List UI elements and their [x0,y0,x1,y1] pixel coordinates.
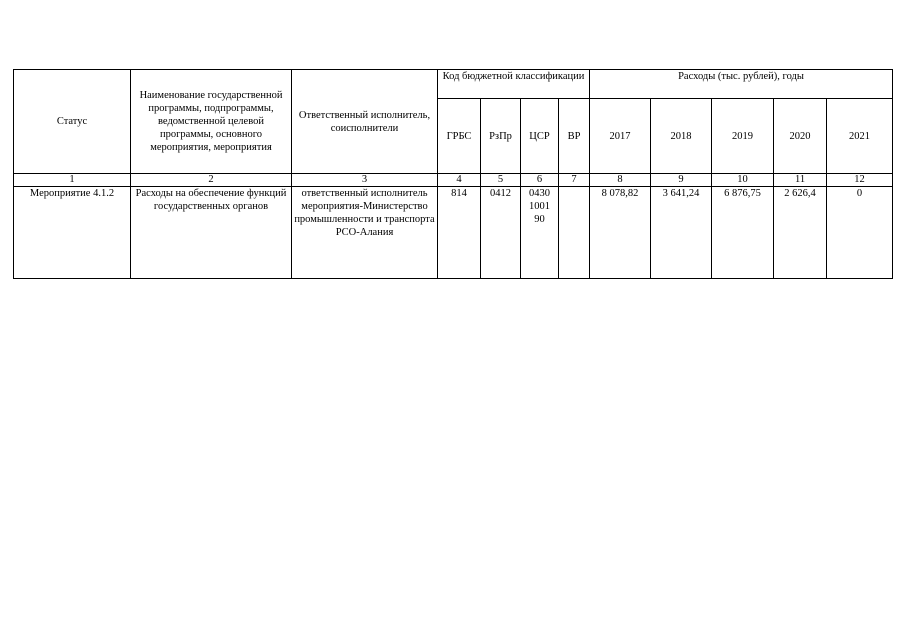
row-value-2021: 0 [827,187,893,279]
budget-table [13,69,893,279]
column-number: 11 [774,174,827,187]
header-year-2019: 2019 [712,99,774,174]
column-number: 4 [438,174,481,187]
row-status: Мероприятие 4.1.2 [14,187,131,279]
header-row-top [14,70,893,99]
column-number-row [14,174,893,187]
header-budget-code: Код бюджетной классификации [438,70,590,99]
column-number: 10 [712,174,774,187]
header-program-name: Наименование государственной программы, подпрограммы, ведомственной целевой программы, основного мероприятия, мероприятия [131,70,292,174]
header-year-2021: 2021 [827,99,893,174]
header-year-2018: 2018 [651,99,712,174]
row-value-2018: 3 641,24 [651,187,712,279]
column-number: 1 [14,174,131,187]
header-year-2020: 2020 [774,99,827,174]
header-expenses: Расходы (тыс. рублей), годы [590,70,893,99]
row-value-2020: 2 626,4 [774,187,827,279]
row-csr-line: 0430 [529,188,550,199]
column-number: 7 [559,174,590,187]
header-code-grbs: ГРБС [438,99,481,174]
column-number: 2 [131,174,292,187]
column-number: 6 [521,174,559,187]
header-year-2017: 2017 [590,99,651,174]
row-program-name: Расходы на обеспечение функций государственных органов [131,187,292,279]
row-csr [521,187,559,279]
row-executor: ответственный исполнитель мероприятия-Министерство промышленности и транспорта РСО-Алания [292,187,438,279]
header-code-rzpr: РзПр [481,99,521,174]
header-code-csr: ЦСР [521,99,559,174]
column-number: 3 [292,174,438,187]
table-row [14,187,893,279]
header-status: Статус [14,70,131,174]
column-number: 12 [827,174,893,187]
column-number: 5 [481,174,521,187]
row-value-2017: 8 078,82 [590,187,651,279]
row-vr [559,187,590,279]
row-csr-line: 90 [534,214,545,225]
row-rzpr: 0412 [481,187,521,279]
column-number: 9 [651,174,712,187]
header-code-vr: ВР [559,99,590,174]
header-executor: Ответственный исполнитель, соисполнители [292,70,438,174]
row-csr-line: 1001 [529,201,550,212]
row-grbs: 814 [438,187,481,279]
column-number: 8 [590,174,651,187]
row-value-2019: 6 876,75 [712,187,774,279]
